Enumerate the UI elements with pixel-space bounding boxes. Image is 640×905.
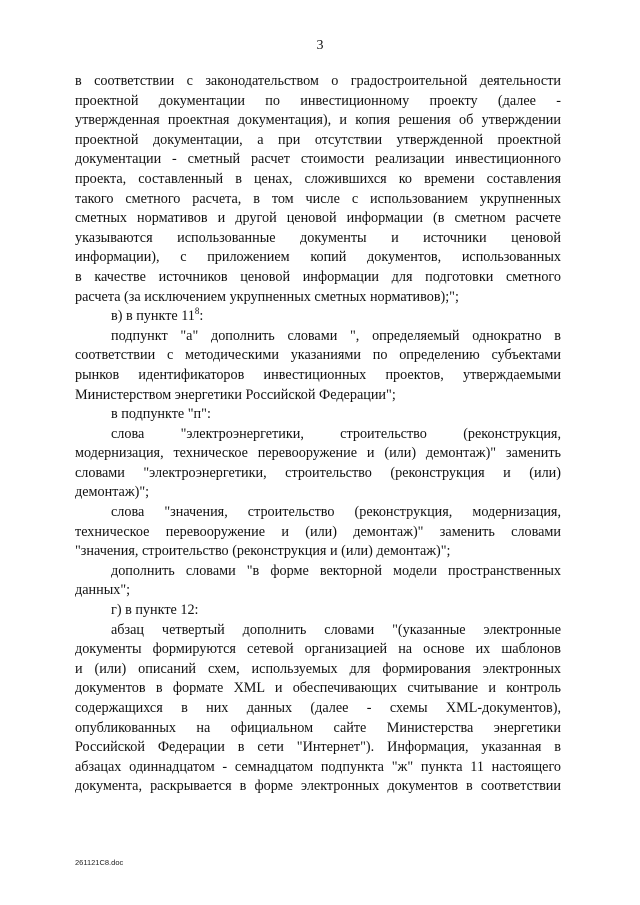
- text-line: расчета (за исключением укрупненных сметных нормативов);";: [75, 288, 459, 305]
- text-line: в качестве источников ценовой информации для подготовки сметного: [75, 268, 561, 285]
- text-line: Российской Федерации в сети "Интернет"). Информация, указанная в: [75, 739, 561, 756]
- document-body: [75, 72, 561, 797]
- text-line: содержащихся в них данных (далее - схемы XML-документов),: [75, 700, 561, 716]
- text-line: такого сметного расчета, в том числе с использованием укрупненных: [75, 190, 561, 207]
- text-line: "значения, строительство (реконструкция и (или) демонтаж)";: [75, 543, 451, 560]
- text-line: слова "значения, строительство (реконструкция, модернизация,: [111, 504, 561, 521]
- text-line: Министерством энергетики Российской Федерации";: [75, 386, 396, 403]
- item-header-g: г) в пункте 12:: [111, 602, 199, 619]
- text-line: соответствии с методическими указаниями по определению субъектами: [75, 347, 561, 364]
- text-line: в соответствии с законодательством о градостроительной деятельности: [75, 73, 561, 89]
- text-line: модернизация, техническое перевооружение и (или) демонтаж)" заменить: [75, 445, 561, 462]
- text-line: в подпункте "п":: [111, 406, 211, 423]
- page-number: 3: [316, 38, 324, 53]
- item-header-v: в) в пункте $11^8$:: [111, 306, 204, 325]
- text-line: дополнить словами "в форме векторной модели пространственных: [111, 562, 561, 579]
- text-line: техническое перевооружение и (или) демонтаж)" заменить словами: [75, 523, 561, 540]
- text-line: подпункт "а" дополнить словами ", определяемый однократно в: [111, 327, 561, 344]
- text-line: информации), с приложением копий документов, использованных: [75, 249, 561, 266]
- text-line: демонтаж)";: [75, 484, 150, 501]
- text-line: указываются использованные документы и источники ценовой: [75, 229, 561, 246]
- footer-file-code: 261121C8.doc: [75, 858, 124, 867]
- text-line: документации - сметный расчет стоимости реализации инвестиционного: [75, 151, 561, 168]
- text-line: опубликованных на официальном сайте Министерства энергетики: [75, 719, 561, 736]
- text-line: данных";: [75, 582, 131, 599]
- text-line: словами "электроэнергетики, строительство (реконструкция и (или): [75, 464, 561, 481]
- text-line: абзац четвертый дополнить словами "(указанные электронные: [111, 621, 561, 638]
- text-line: рынков идентификаторов инвестиционных проектов, утверждаемыми: [75, 366, 561, 383]
- item-header-text: в) в пункте 11: [111, 308, 195, 325]
- text-line: проектной документации по инвестиционному проекту (далее -: [75, 92, 561, 109]
- superscript: 8: [194, 306, 200, 317]
- text-line: и (или) описаний схем, используемых для формирования электронных: [75, 660, 561, 677]
- text-line: проектной документации, а при отсутствии утвержденной проектной: [75, 131, 561, 148]
- text-line: утвержденная проектная документация), и копия решения об утверждении: [75, 112, 561, 129]
- text-line: проекта, составленный в ценах, сложившихся ко времени составления: [75, 170, 561, 187]
- text-line: документы формируются сетевой организацией на основе их шаблонов: [75, 641, 561, 658]
- text-line: слова "электроэнергетики, строительство (реконструкция,: [111, 425, 561, 442]
- text-line: документов в формате XML и обеспечивающих считывание и контроль: [75, 680, 561, 697]
- text-line: сметных нормативов и другой ценовой информации (в сметном расчете: [75, 210, 561, 227]
- text-line: документа, раскрывается в форме электронных документов в соответствии: [75, 778, 561, 795]
- text-line: абзацах одиннадцатом - семнадцатом подпункта "ж" пункта 11 настоящего: [75, 758, 561, 775]
